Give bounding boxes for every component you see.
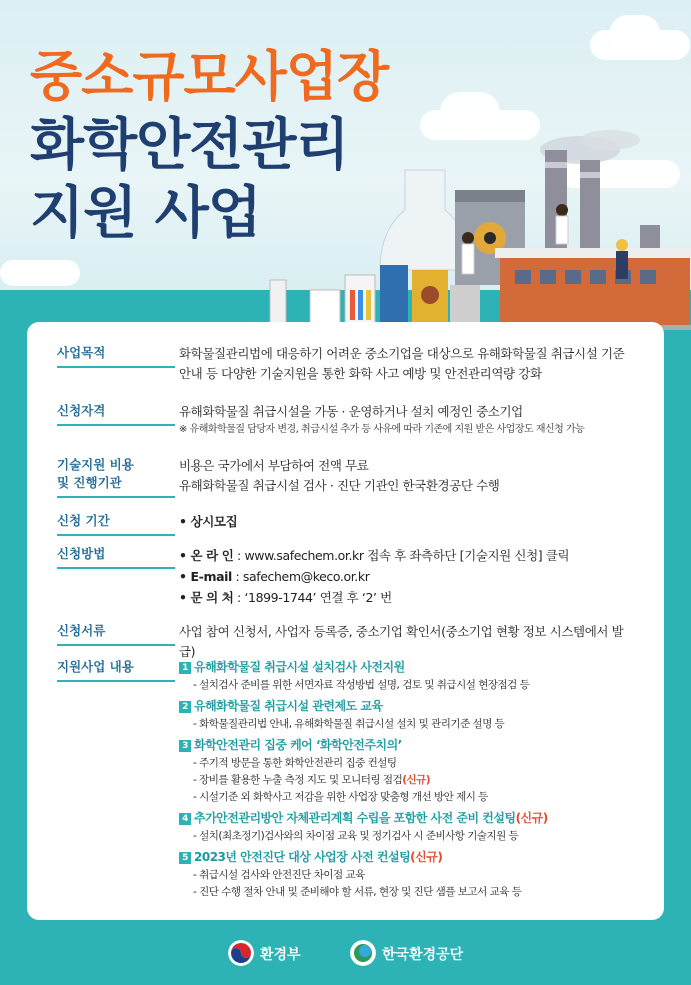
content-eligibility [179,402,639,438]
content-documents [179,622,639,662]
label-method: 신청방법 [57,546,106,561]
content-support [179,658,639,901]
label-underline [57,534,175,536]
method-phone: • 문 의 처 : ‘1899-1744’ 연결 후 ‘2’ 번 [179,590,392,605]
text-line: 화학물질관리법에 대응하기 어려운 중소기업을 대상으로 유해화학물질 취급시설 기준 [179,346,625,361]
section-5-sub: - 취급시설 검사와 안전진단 차이점 교육 [193,869,365,881]
section-3-sub: - 시설기준 외 화학사고 저감을 위한 사업장 맞춤형 개선 방안 제시 등 [193,791,488,803]
factory-illustration [240,130,691,330]
cloud-decoration [440,92,500,132]
section-5-title: 5 2023년 안전진단 대상 사업장 사전 컨설팅(신규) [179,848,639,867]
label-eligibility: 신청자격 [57,403,106,418]
label-support-content: 지원사업 내용 [57,659,134,674]
section-4-sub: - 설치(최초정기)검사와의 차이점 교육 및 정기검사 시 준비사항 기술지원 등 [193,830,519,842]
label-cost-line2: 및 진행기관 [57,475,122,490]
section-3-sub: - 주기적 방문을 통한 화학안전관리 집중 컨설팅 [193,757,397,769]
section-5-sub: - 진단 수행 절차 안내 및 준비해야 할 서류, 현장 및 진단 샘플 보고서 교육 등 [193,886,522,898]
content-cost [179,456,639,496]
cloud-decoration [0,260,80,286]
new-badge: (신규) [515,811,548,825]
label-underline [57,644,175,646]
section-4-title: 4 추가안전관리방안 자체관리계획 수립을 포함한 사전 준비 컨설팅(신규) [179,809,639,828]
section-2-title: 2 유해화학물질 취급시설 관련제도 교육 [179,697,639,716]
cloud-decoration [610,15,660,50]
email-link[interactable]: : safechem@keco.or.kr [231,569,370,584]
label-underline [57,496,175,498]
label-underline [57,680,175,682]
text-line: 비용은 국가에서 부담하여 전액 무료 [179,458,369,473]
content-period [179,512,639,532]
section-1-sub: - 설치검사 준비를 위한 서면자료 작성방법 설명, 검토 및 취급시설 현장점검 등 [193,679,530,691]
keco-logo-icon [350,940,376,966]
new-badge: (신규) [410,850,443,864]
label-period: 신청 기간 [57,513,110,528]
phone-number: : ‘1899-1744’ 연결 후 ‘2’ 번 [233,590,392,605]
content-purpose [179,344,639,384]
info-card [27,322,664,920]
section-3-title: 3 화학안전관리 집중 케어 ‘화학안전주치의’ [179,736,639,755]
label-purpose: 사업목적 [57,345,106,360]
title-line-2: 화학안전관리 [30,113,349,178]
period-value: • 상시모집 [179,514,238,529]
ministry-logo-text: 환경부 [260,947,301,963]
content-method [179,545,639,608]
label-underline [57,567,175,569]
footer-keco-logo [350,940,480,970]
method-online: • 온 라 인 : www.safechem.or.kr 접속 후 좌측하단 [기술지원 신청] 클릭 [179,548,570,563]
label-underline [57,366,175,368]
text-line: 유해화학물질 취급시설을 가동 · 운영하거나 설치 예정인 중소기업 [179,404,523,419]
label-documents: 신청서류 [57,623,106,638]
label-underline [57,424,175,426]
text-line: 유해화학물질 취급시설 검사 · 진단 기관인 한국환경공단 수행 [179,478,500,493]
text-line: 안내 등 다양한 기술지원을 통한 화학 사고 예방 및 안전관리역량 강화 [179,366,542,381]
footer-ministry-logo [228,940,338,970]
label-cost [57,456,167,492]
keco-logo-text: 한국환경공단 [382,947,464,963]
label-cost-line1: 기술지원 비용 [57,457,134,472]
ministry-logo-icon [228,940,254,966]
note-text: ※ 유해화학물질 담당자 변경, 취급시설 추가 등 사유에 따라 기존에 지원 받은 사업장도 재신청 가능 [179,424,585,435]
section-3-sub: - 장비를 활용한 누출 측정 지도 및 모니터링 점검(신규) [193,774,431,786]
online-url[interactable]: : www.safechem.or.kr 접속 후 좌측하단 [기술지원 신청] 클릭 [233,548,570,563]
text-line: 사업 참여 신청서, 사업자 등록증, 중소기업 확인서(중소기업 현황 정보 시스템에서 발급) [179,624,624,659]
section-2-sub: - 화학물질관리법 안내, 유해화학물질 취급시설 설치 및 관리기준 설명 등 [193,718,505,730]
section-1-title: 1 유해화학물질 취급시설 설치검사 사전지원 [179,658,639,677]
method-email: • E-mail : safechem@keco.or.kr [179,569,370,584]
title-line-3: 지원 사업 [30,181,261,246]
title-line-1: 중소규모사업장 [30,45,389,108]
new-badge: (신규) [402,774,431,786]
